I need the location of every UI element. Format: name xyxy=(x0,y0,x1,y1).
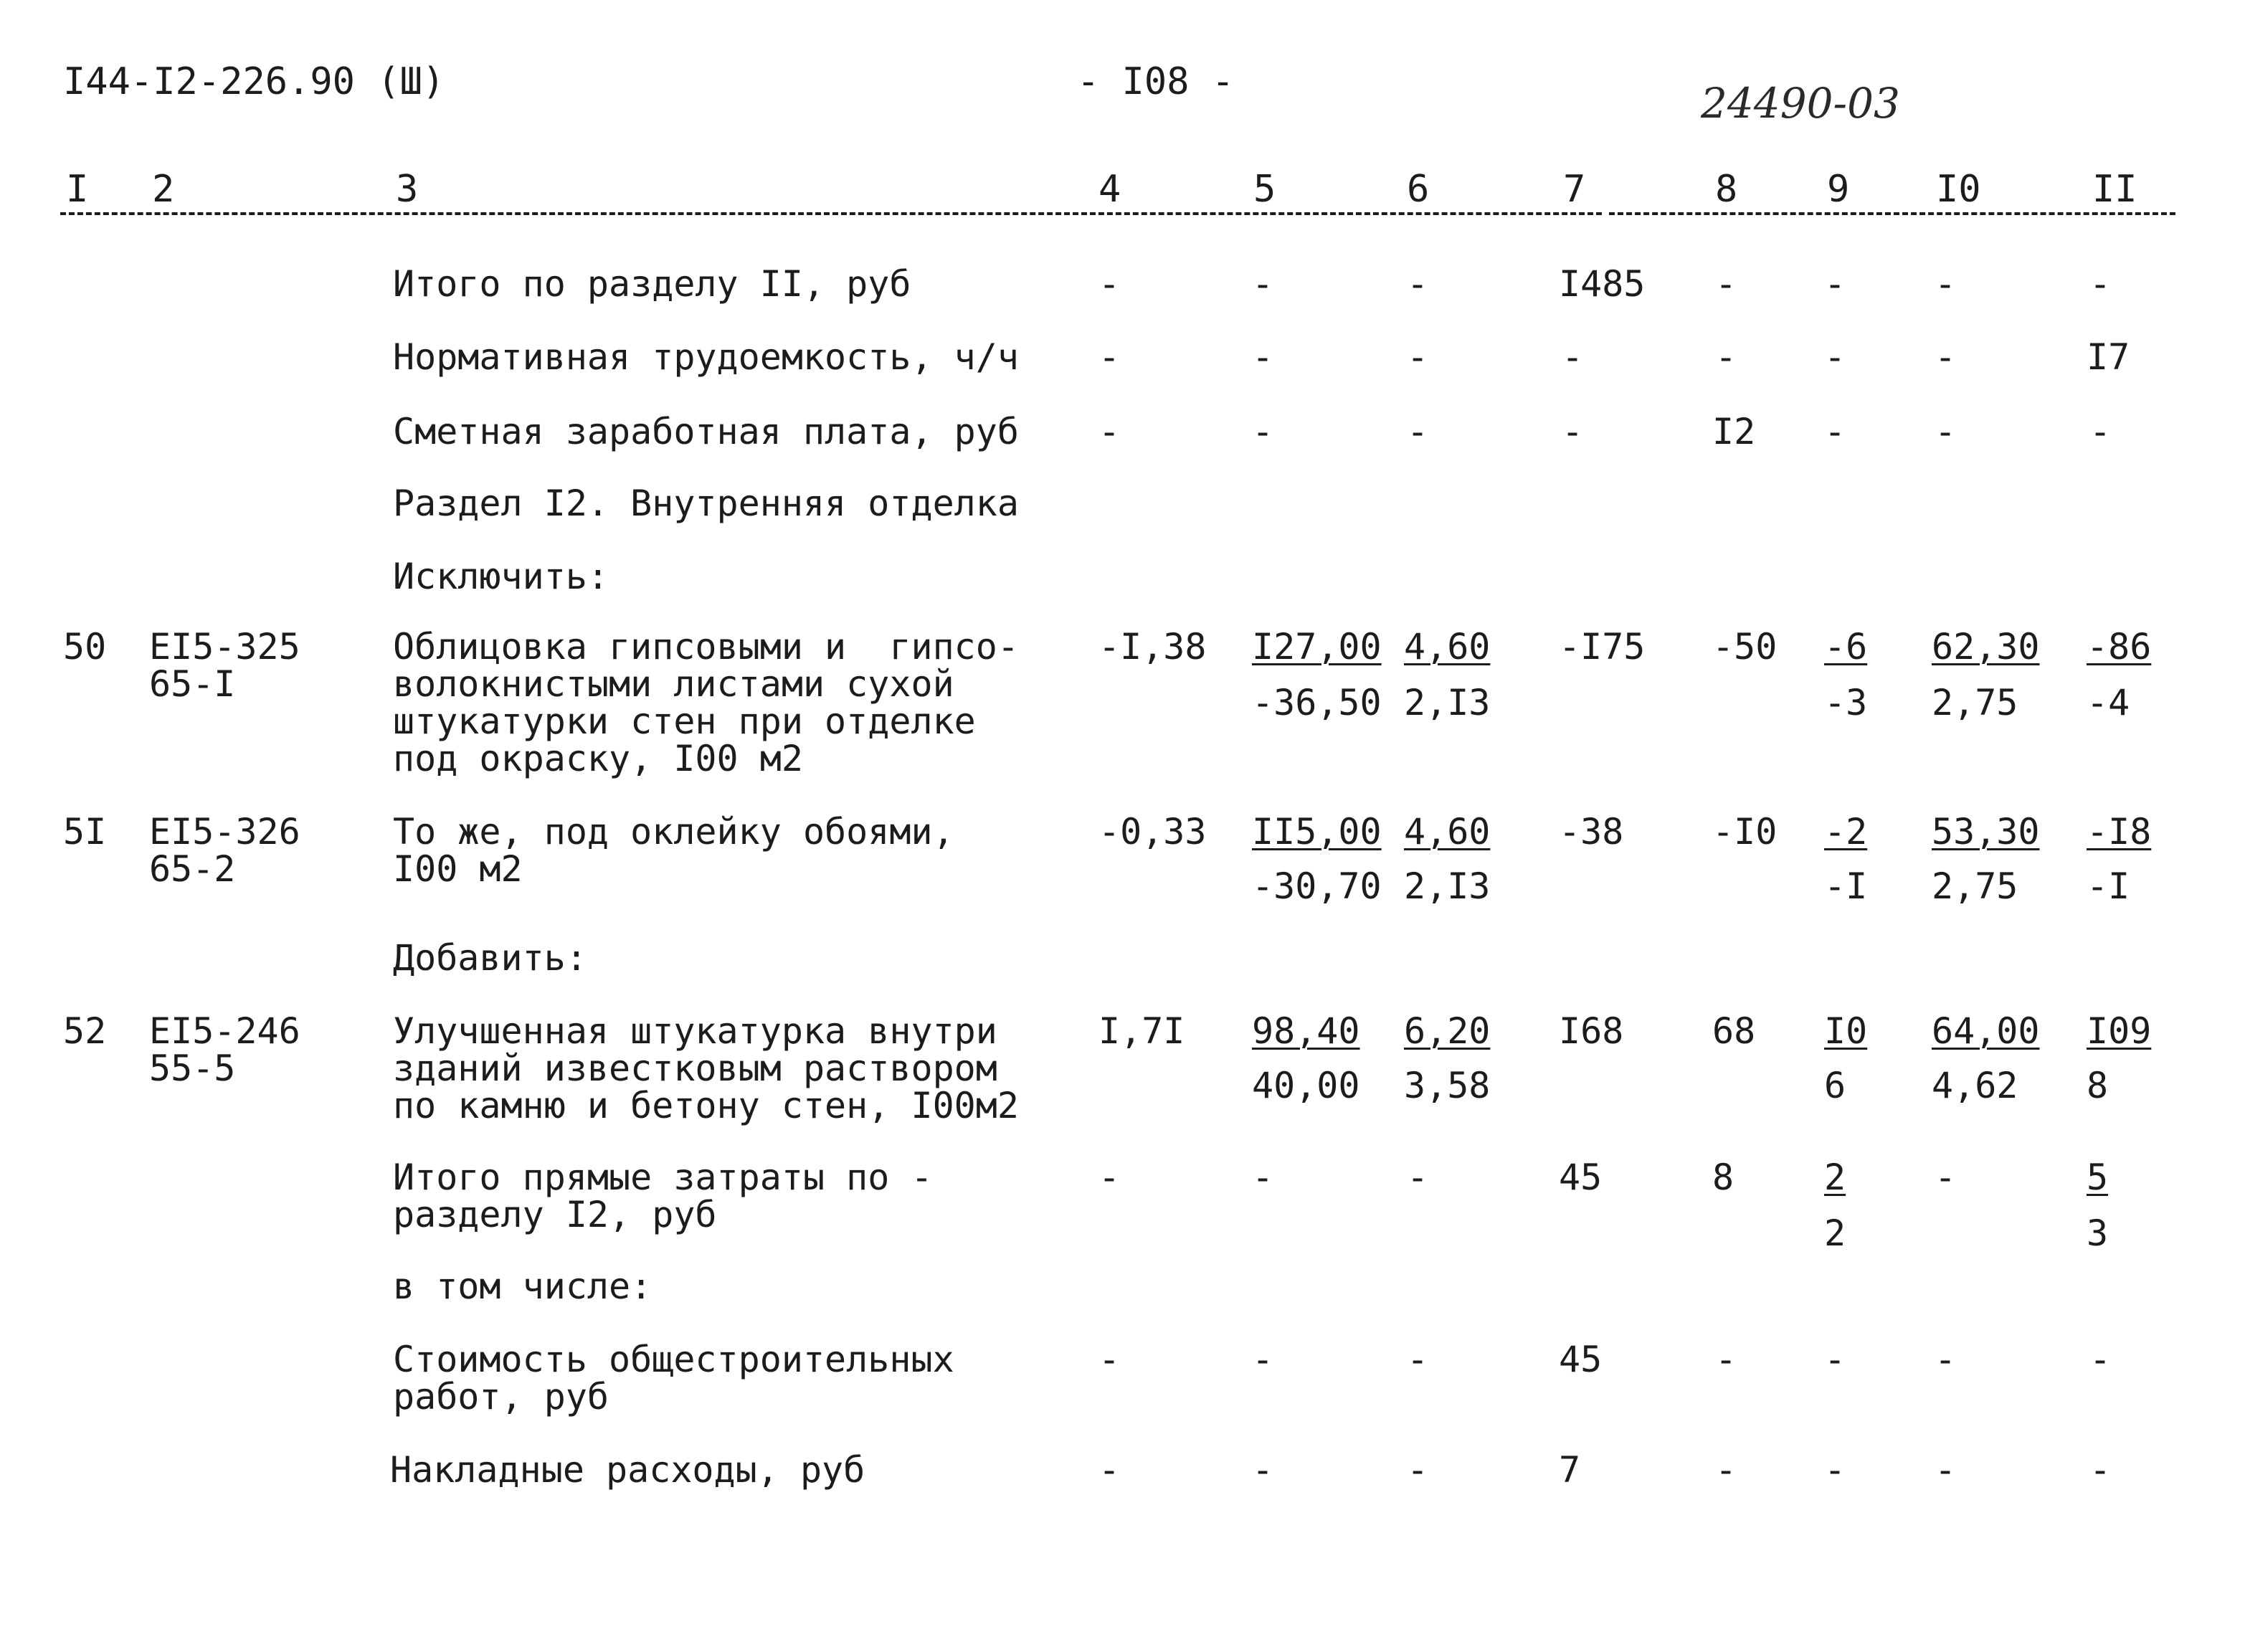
cell-c5: - xyxy=(1252,263,1274,305)
cell-c6: - xyxy=(1407,1339,1429,1380)
col-header-6: 6 xyxy=(1407,168,1430,211)
row-code: EI5-246 55-5 xyxy=(149,1010,300,1089)
cell-c10-top: 62,30 xyxy=(1932,626,2040,668)
cell-c8: 8 xyxy=(1712,1157,1734,1198)
cell-c5-bottom: -30,70 xyxy=(1252,865,1382,907)
cell-c9-bottom: -3 xyxy=(1824,682,1868,723)
cell-c5-top: II5,00 xyxy=(1252,811,1382,853)
cell-c5-top: 98,40 xyxy=(1252,1010,1360,1052)
cell-c10: - xyxy=(1935,336,1957,378)
row-number: 50 xyxy=(63,626,107,668)
col-header-1: I xyxy=(66,168,89,211)
cell-c10-top: 64,00 xyxy=(1932,1010,2040,1052)
row-number: 5I xyxy=(63,811,107,853)
col-header-4: 4 xyxy=(1098,168,1121,211)
cell-c9: - xyxy=(1824,263,1846,305)
cell-c5-bottom: -36,50 xyxy=(1252,682,1382,723)
cell-c7: I485 xyxy=(1559,263,1646,305)
col-header-9: 9 xyxy=(1827,168,1850,211)
cell-c6-bottom: 2,I3 xyxy=(1404,682,1491,723)
row-desc: Итого прямые затраты по - разделу I2, руб xyxy=(393,1157,933,1235)
cell-c8: - xyxy=(1715,336,1737,378)
cell-c7: 45 xyxy=(1559,1157,1603,1198)
col-header-2: 2 xyxy=(152,168,175,211)
cell-c10: - xyxy=(1935,1339,1957,1380)
cell-c9-bottom: 2 xyxy=(1824,1212,1846,1254)
cell-c6-top: 4,60 xyxy=(1404,811,1491,853)
cell-c7: - xyxy=(1562,336,1584,378)
cell-c5: - xyxy=(1252,1339,1274,1380)
cell-c6-bottom: 2,I3 xyxy=(1404,865,1491,907)
cell-c5: - xyxy=(1252,1157,1274,1198)
cell-c9-top: 2 xyxy=(1824,1157,1846,1198)
col-header-10: I0 xyxy=(1936,168,1981,211)
cell-c9-top: -6 xyxy=(1824,626,1868,668)
cell-c4: - xyxy=(1098,1449,1121,1491)
handwritten-number: 24490-03 xyxy=(1701,79,1900,128)
cell-c11-top: 5 xyxy=(2087,1157,2109,1198)
cell-c8: - xyxy=(1715,263,1737,305)
cell-c11: I7 xyxy=(2087,336,2130,378)
cell-c4: -0,33 xyxy=(1098,811,1207,853)
cell-c9-top: I0 xyxy=(1824,1010,1868,1052)
cell-c8: 68 xyxy=(1712,1010,1756,1052)
col-header-11: II xyxy=(2092,168,2137,211)
section-heading: Раздел I2. Внутренняя отделка xyxy=(393,483,1019,524)
including-label: в том числе: xyxy=(393,1266,652,1307)
col-header-8: 8 xyxy=(1715,168,1738,211)
cell-c4: -I,38 xyxy=(1098,626,1207,668)
row-code: EI5-326 65-2 xyxy=(149,811,300,890)
cell-c8: - xyxy=(1715,1339,1737,1380)
cell-c4: - xyxy=(1098,1339,1121,1380)
cell-c10-bottom: 2,75 xyxy=(1932,865,2018,907)
cell-c11-top: I09 xyxy=(2087,1010,2152,1052)
cell-c6: - xyxy=(1407,1449,1429,1491)
row-desc: Стоимость общестроительных работ, руб xyxy=(393,1339,954,1418)
cell-c6: - xyxy=(1407,263,1429,305)
cell-c7: -38 xyxy=(1559,811,1624,853)
cell-c7: - xyxy=(1562,411,1584,452)
cell-c4: - xyxy=(1098,1157,1121,1198)
cell-c7: -I75 xyxy=(1559,626,1646,668)
row-code: EI5-325 65-I xyxy=(149,626,300,705)
doc-code: I44-I2-226.90 (Ш) xyxy=(63,60,445,103)
cell-c11-bottom: -I xyxy=(2087,865,2130,907)
cell-c10: - xyxy=(1935,1157,1957,1198)
cell-c5-top: I27,00 xyxy=(1252,626,1382,668)
cell-c9-bottom: 6 xyxy=(1824,1065,1846,1106)
col-header-3: 3 xyxy=(396,168,419,211)
cell-c10-top: 53,30 xyxy=(1932,811,2040,853)
cell-c7: I68 xyxy=(1559,1010,1624,1052)
cell-c9-top: -2 xyxy=(1824,811,1868,853)
cell-c10-bottom: 2,75 xyxy=(1932,682,2018,723)
cell-c8: - xyxy=(1715,1449,1737,1491)
cell-c5-bottom: 40,00 xyxy=(1252,1065,1360,1106)
row-desc: Улучшенная штукатурка внутри зданий известковым раствором по камню и бетону стен, I00м2 xyxy=(393,1010,1019,1126)
cell-c9: - xyxy=(1824,1339,1846,1380)
add-label: Добавить: xyxy=(393,937,587,979)
header-dash-line-left xyxy=(60,212,1602,215)
cell-c4: - xyxy=(1098,411,1121,452)
cell-c7: 45 xyxy=(1559,1339,1603,1380)
cell-c8: -50 xyxy=(1712,626,1778,668)
cell-c11: - xyxy=(2089,1339,2112,1380)
cell-c9: - xyxy=(1824,411,1846,452)
cell-c11-bottom: 3 xyxy=(2087,1212,2109,1254)
cell-c10-bottom: 4,62 xyxy=(1932,1065,2018,1106)
row-desc: Накладные расходы, руб xyxy=(390,1449,865,1491)
cell-c11: - xyxy=(2089,1449,2112,1491)
row-desc: То же, под оклейку обоями, I00 м2 xyxy=(393,811,954,890)
header-dash-line-right xyxy=(1609,212,2175,215)
cell-c11: - xyxy=(2089,263,2112,305)
cell-c4: - xyxy=(1098,336,1121,378)
row-desc: Сметная заработная плата, руб xyxy=(393,411,1019,452)
cell-c10: - xyxy=(1935,411,1957,452)
cell-c8: -I0 xyxy=(1712,811,1778,853)
cell-c10: - xyxy=(1935,1449,1957,1491)
row-desc: Нормативная трудоемкость, ч/ч xyxy=(393,336,1019,378)
cell-c6-top: 4,60 xyxy=(1404,626,1491,668)
cell-c6: - xyxy=(1407,411,1429,452)
cell-c4: I,7I xyxy=(1098,1010,1185,1052)
cell-c11: - xyxy=(2089,411,2112,452)
exclude-label: Исключить: xyxy=(393,556,609,597)
cell-c6: - xyxy=(1407,336,1429,378)
cell-c11-bottom: -4 xyxy=(2087,682,2130,723)
row-desc: Итого по разделу II, руб xyxy=(393,263,911,305)
cell-c6-top: 6,20 xyxy=(1404,1010,1491,1052)
col-header-5: 5 xyxy=(1253,168,1276,211)
cell-c9: - xyxy=(1824,336,1846,378)
cell-c5: - xyxy=(1252,336,1274,378)
cell-c11-bottom: 8 xyxy=(2087,1065,2109,1106)
cell-c6: - xyxy=(1407,1157,1429,1198)
row-desc: Облицовка гипсовыми и гипсо- волокнистыми листами сухой штукатурки стен при отделке под окраску, I00 м2 xyxy=(393,626,1019,779)
cell-c9-bottom: -I xyxy=(1824,865,1868,907)
cell-c11-top: -86 xyxy=(2087,626,2152,668)
col-header-7: 7 xyxy=(1563,168,1586,211)
cell-c4: - xyxy=(1098,263,1121,305)
cell-c8: I2 xyxy=(1712,411,1756,452)
cell-c7: 7 xyxy=(1559,1449,1581,1491)
cell-c11-top: -I8 xyxy=(2087,811,2152,853)
cell-c10: - xyxy=(1935,263,1957,305)
row-number: 52 xyxy=(63,1010,107,1052)
cell-c5: - xyxy=(1252,411,1274,452)
cell-c5: - xyxy=(1252,1449,1274,1491)
page-number: - I08 - xyxy=(1077,60,1235,103)
cell-c6-bottom: 3,58 xyxy=(1404,1065,1491,1106)
cell-c9: - xyxy=(1824,1449,1846,1491)
